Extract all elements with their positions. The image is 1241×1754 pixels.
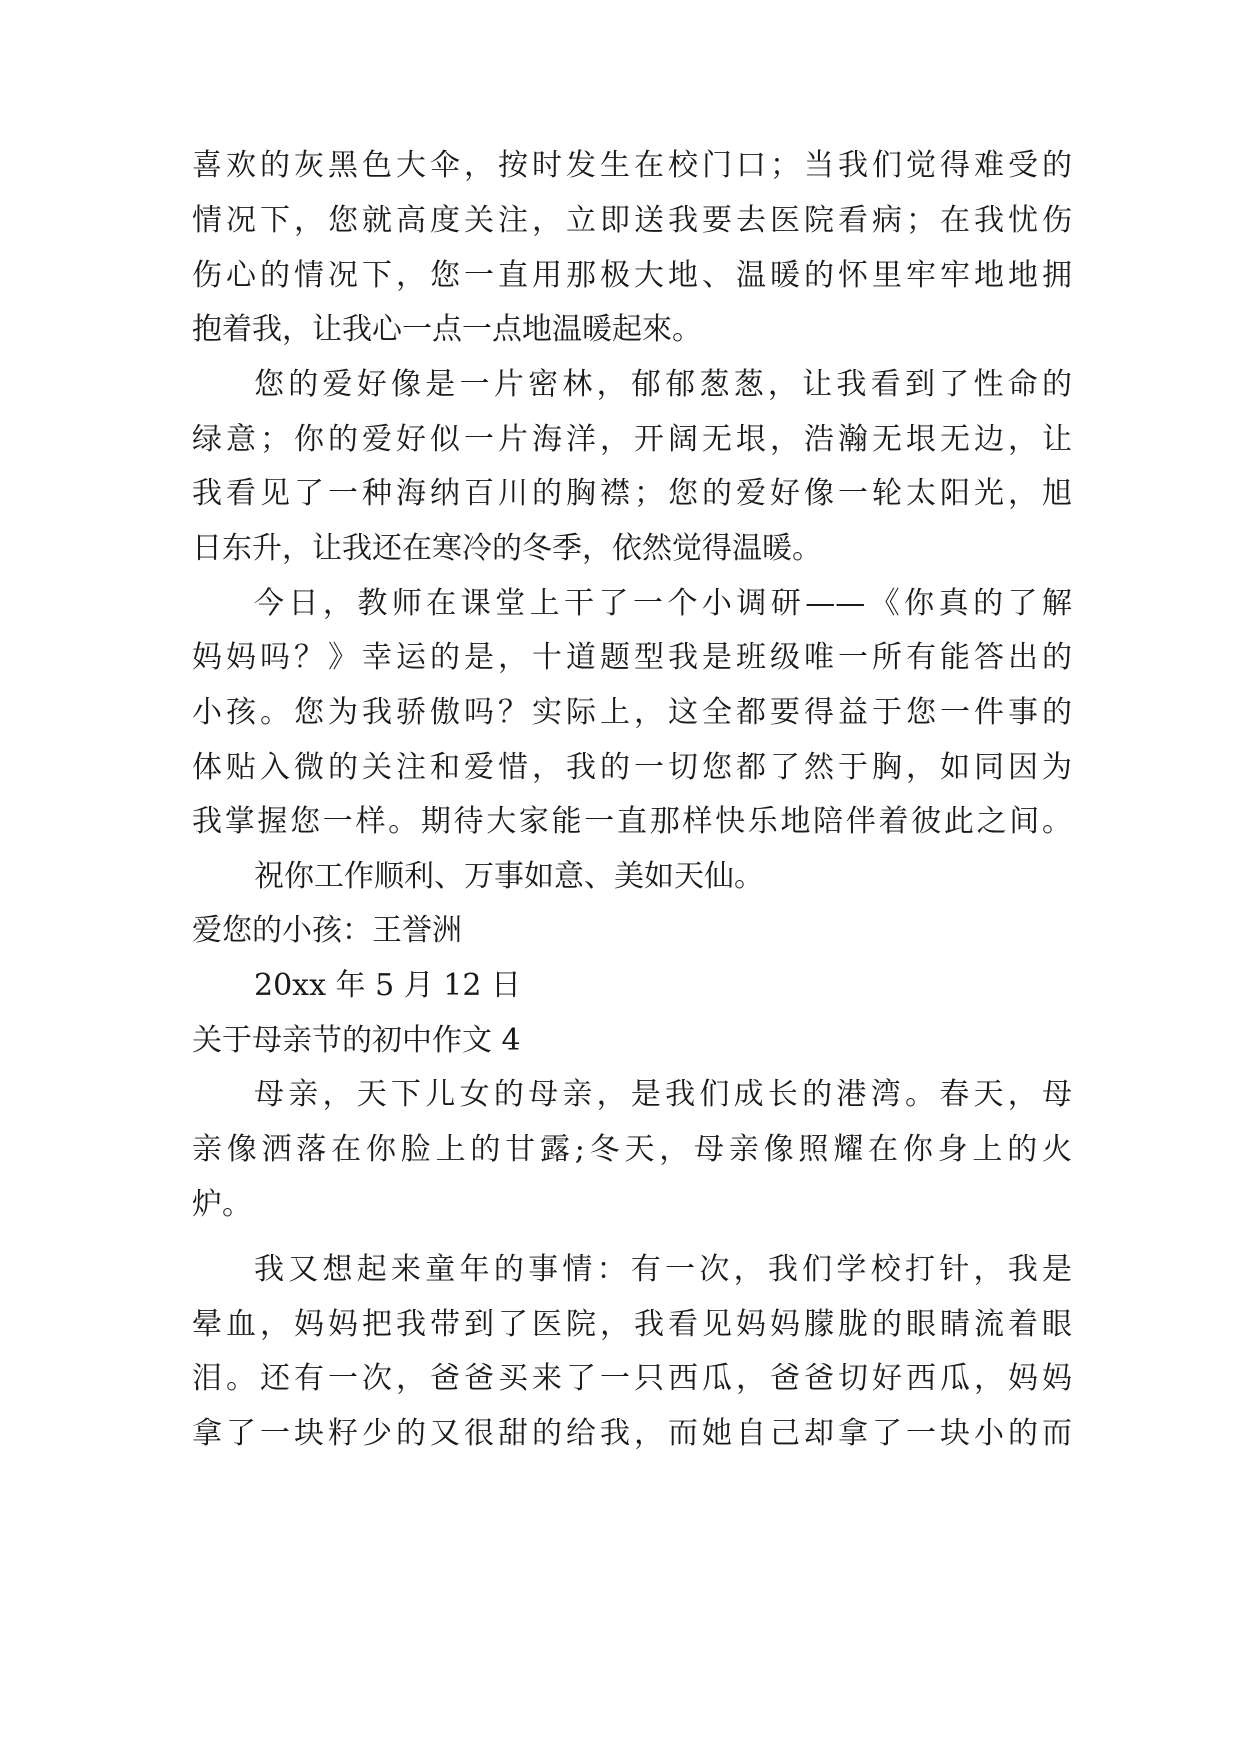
text-line: 伤心的情况下，您一直用那极大地、温暖的怀里牢牢地地拥 (192, 258, 1072, 293)
text-line: 喜欢的灰黑色大伞，按时发生在校门口；当我们觉得难受的 (192, 148, 1072, 183)
text-line: 拿了一块籽少的又很甜的给我，而她自己却拿了一块小的而 (192, 1416, 1072, 1451)
text-line: 您的爱好像是一片密林，郁郁葱葱，让我看到了性命的 (254, 367, 1072, 402)
text-line: 泪。还有一次，爸爸买来了一只西瓜，爸爸切好西瓜，妈妈 (192, 1361, 1072, 1396)
date-line: 20xx 年 5 月 12 日 (254, 968, 521, 1003)
text-line: 炉。 (192, 1187, 252, 1222)
text-line: 抱着我，让我心一点一点地温暖起來。 (192, 312, 702, 347)
signature-line: 爱您的小孩：王誉洲 (192, 913, 462, 948)
section-title: 关于母亲节的初中作文 4 (192, 1023, 521, 1058)
text-line: 亲像洒落在你脸上的甘露;冬天，母亲像照耀在你身上的火 (192, 1132, 1072, 1167)
text-line: 小孩。您为我骄傲吗？实际上，这全都要得益于您一件事的 (192, 695, 1072, 730)
text-line: 体贴入微的关注和爱惜，我的一切您都了然于胸，如同因为 (192, 750, 1072, 785)
text-line: 我看见了一种海纳百川的胸襟；您的爱好像一轮太阳光，旭 (192, 476, 1072, 511)
text-line: 晕血，妈妈把我带到了医院，我看见妈妈朦胧的眼睛流着眼 (192, 1307, 1072, 1342)
text-line: 妈妈吗？》幸运的是，十道题型我是班级唯一所有能答出的 (192, 640, 1072, 675)
text-line: 祝你工作顺利、万事如意、美如天仙。 (254, 859, 764, 894)
text-line: 绿意；你的爱好似一片海洋，开阔无垠，浩瀚无垠无边，让 (192, 422, 1072, 457)
text-line: 母亲，天下儿女的母亲，是我们成长的港湾。春天，母 (254, 1077, 1072, 1112)
text-line: 日东升，让我还在寒冷的冬季，依然觉得温暖。 (192, 531, 822, 566)
text-line: 我掌握您一样。期待大家能一直那样快乐地陪伴着彼此之间。 (192, 804, 1072, 839)
text-line: 今日，教师在课堂上干了一个小调研——《你真的了解 (254, 586, 1072, 621)
text-line: 我又想起来童年的事情：有一次，我们学校打针，我是 (254, 1252, 1072, 1287)
text-line: 情况下，您就高度关注，立即送我要去医院看病；在我忧伤 (192, 203, 1072, 238)
